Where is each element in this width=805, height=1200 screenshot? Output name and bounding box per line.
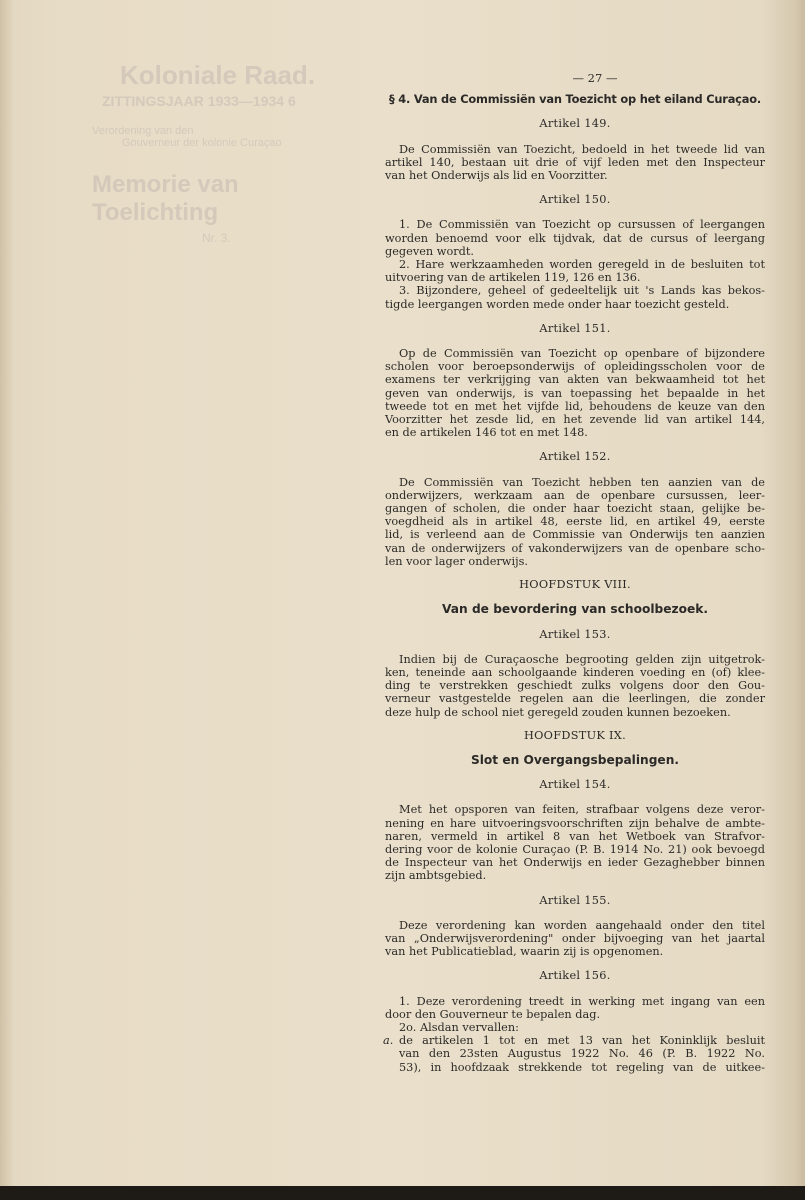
bleed-line: Memorie van Toelichting bbox=[92, 171, 239, 226]
main-text-column bbox=[385, 72, 765, 1074]
chapter-label: HOOFDSTUK VIII. bbox=[519, 578, 631, 592]
bleed-line: Koloniale Raad. bbox=[120, 60, 316, 90]
text-line: Met het opsporen van feiten, strafbaar volgens deze veror- bbox=[399, 803, 765, 817]
article-body-151 bbox=[385, 347, 765, 439]
article-title: Artikel 152. bbox=[539, 450, 611, 464]
section-title: § 4. Van de Commissiën van Toezicht op het eiland Curaçao. bbox=[389, 92, 761, 107]
text-line: van het Onderwijs als lid en Voorzitter. bbox=[385, 169, 608, 183]
text-line: voegdheid als in artikel 48, eerste lid, en artikel 49, eerste bbox=[385, 515, 765, 529]
text-line: 1. Deze verordening treedt in werking met ingang van een bbox=[399, 994, 765, 1008]
text-line: examens ter verkrijging van akten van bekwaamheid tot het bbox=[385, 373, 765, 387]
text-line: de Inspecteur van het Onderwijs en ieder Gezaghebber binnen bbox=[385, 856, 765, 870]
text-line: scholen voor beroepsonderwijs of opleidingsscholen voor de bbox=[385, 360, 765, 374]
text-line: artikel 140, bestaan uit drie of vijf leden met den Inspecteur bbox=[385, 155, 765, 169]
article-title: Artikel 154. bbox=[539, 778, 611, 792]
bleed-line: Verordening van den bbox=[92, 125, 194, 137]
article-title: Artikel 156. bbox=[539, 969, 611, 983]
text-line: 53), in hoofdzaak strekkende tot regeling van de uitkee- bbox=[399, 1060, 765, 1074]
text-line: 2o. Alsdan vervallen: bbox=[399, 1020, 519, 1034]
text-line: deze hulp de school niet geregeld zouden kunnen bezoeken. bbox=[385, 705, 731, 719]
bleed-through-text bbox=[92, 60, 342, 245]
article-body-153 bbox=[385, 653, 765, 719]
text-line: 3. Bijzondere, geheel of gedeeltelijk uit 's Lands kas bekos- bbox=[399, 284, 765, 298]
text-line: Indien bij de Curaçaosche begrooting gelden zijn uitgetrok- bbox=[399, 652, 765, 666]
article-title: Artikel 155. bbox=[539, 893, 611, 907]
text-line: 1. De Commissiën van Toezicht op cursussen of leergangen bbox=[399, 218, 765, 232]
chapter-title: Slot en Overgangsbepalingen. bbox=[470, 752, 680, 767]
text-line: van den 23sten Augustus 1922 No. 46 (P. B. 1922 No. bbox=[399, 1047, 765, 1061]
text-line: 2. Hare werkzaamheden worden geregeld in de besluiten tot bbox=[399, 258, 765, 272]
text-line: Deze verordening kan worden aangehaald onder den titel bbox=[399, 918, 765, 932]
article-title: Artikel 151. bbox=[539, 321, 611, 335]
text-line: verneur vastgestelde regelen aan die leerlingen, die zonder bbox=[385, 692, 765, 706]
text-line: Op de Commissiën van Toezicht op openbare of bijzondere bbox=[399, 347, 765, 361]
text-line: ken, teneinde aan schoolgaande kinderen voeding en (of) klee- bbox=[385, 665, 765, 679]
article-title: Artikel 149. bbox=[539, 117, 611, 131]
text-line: naren, vermeld in artikel 8 van het Wetboek van Strafvor- bbox=[385, 829, 765, 843]
text-line: dering voor de kolonie Curaçao (P. B. 1914 No. 21) ook bevoegd bbox=[385, 842, 765, 856]
article-body-152 bbox=[385, 476, 765, 568]
article-body-156 bbox=[385, 995, 765, 1074]
text-line: worden benoemd voor elk tijdvak, dat de cursus of leergang bbox=[385, 231, 765, 245]
article-body-150 bbox=[385, 218, 765, 310]
text-line: zijn ambtsgebied. bbox=[385, 869, 487, 883]
chapter-label: HOOFDSTUK IX. bbox=[523, 728, 627, 742]
text-line: gegeven wordt. bbox=[385, 244, 475, 258]
text-line: De Commissiën van Toezicht, bedoeld in het tweede lid van bbox=[399, 142, 765, 156]
page-number: — 27 — bbox=[572, 71, 618, 85]
text-line: onderwijzers, werkzaam aan de openbare cursussen, leer- bbox=[385, 488, 765, 502]
text-line: Voorzitter het zesde lid, en het zevende lid van artikel 144, bbox=[385, 413, 765, 427]
scan-bottom-edge bbox=[0, 1186, 805, 1200]
text-line: lid, is verleend aan de Commissie van Onderwijs ten aanzien bbox=[385, 528, 765, 542]
list-item bbox=[385, 1034, 765, 1074]
article-body-154 bbox=[385, 803, 765, 882]
text-line: en de artikelen 146 tot en met 148. bbox=[385, 426, 588, 440]
list-marker: a. bbox=[383, 1034, 394, 1048]
text-line: van het Publicatieblad, waarin zij is opgenomen. bbox=[385, 945, 664, 959]
article-body-155 bbox=[385, 919, 765, 959]
text-line: De Commissiën van Toezicht hebben ten aanzien van de bbox=[399, 475, 765, 489]
article-body-149 bbox=[385, 143, 765, 183]
text-line: geven van onderwijs, is van toepassing het bepaalde in het bbox=[385, 386, 765, 400]
text-line: nening en hare uitvoeringsvoorschriften zijn behalve de ambte- bbox=[385, 816, 765, 830]
text-line: ding te verstrekken geschiedt zulks volgens door den Gou- bbox=[385, 679, 765, 693]
bleed-line: Nr. 3. bbox=[202, 231, 231, 245]
text-line: van de onderwijzers of vakonderwijzers van de openbare scho- bbox=[385, 541, 765, 555]
text-line: uitvoering van de artikelen 119, 126 en 136. bbox=[385, 271, 641, 285]
text-line: tweede tot en met het vijfde lid, behoudens de keuze van den bbox=[385, 399, 765, 413]
article-title: Artikel 153. bbox=[539, 627, 611, 641]
chapter-title: Van de bevordering van schoolbezoek. bbox=[442, 602, 708, 617]
text-line: tigde leergangen worden mede onder haar toezicht gesteld. bbox=[385, 297, 730, 311]
text-line: len voor lager onderwijs. bbox=[385, 554, 528, 568]
text-line: gangen of scholen, die onder haar toezicht staan, gelijke be- bbox=[385, 502, 765, 516]
bleed-line: ZITTINGSJAAR 1933—1934 6 bbox=[102, 93, 296, 109]
text-line: door den Gouverneur te bepalen dag. bbox=[385, 1007, 601, 1021]
text-line: van „Onderwijsverordening" onder bijvoeging van het jaartal bbox=[385, 931, 765, 945]
article-title: Artikel 150. bbox=[539, 193, 611, 207]
text-line: de artikelen 1 tot en met 13 van het Koninklijk besluit bbox=[399, 1034, 765, 1048]
bleed-line: Gouverneur der kolonie Curaçao bbox=[122, 137, 282, 149]
